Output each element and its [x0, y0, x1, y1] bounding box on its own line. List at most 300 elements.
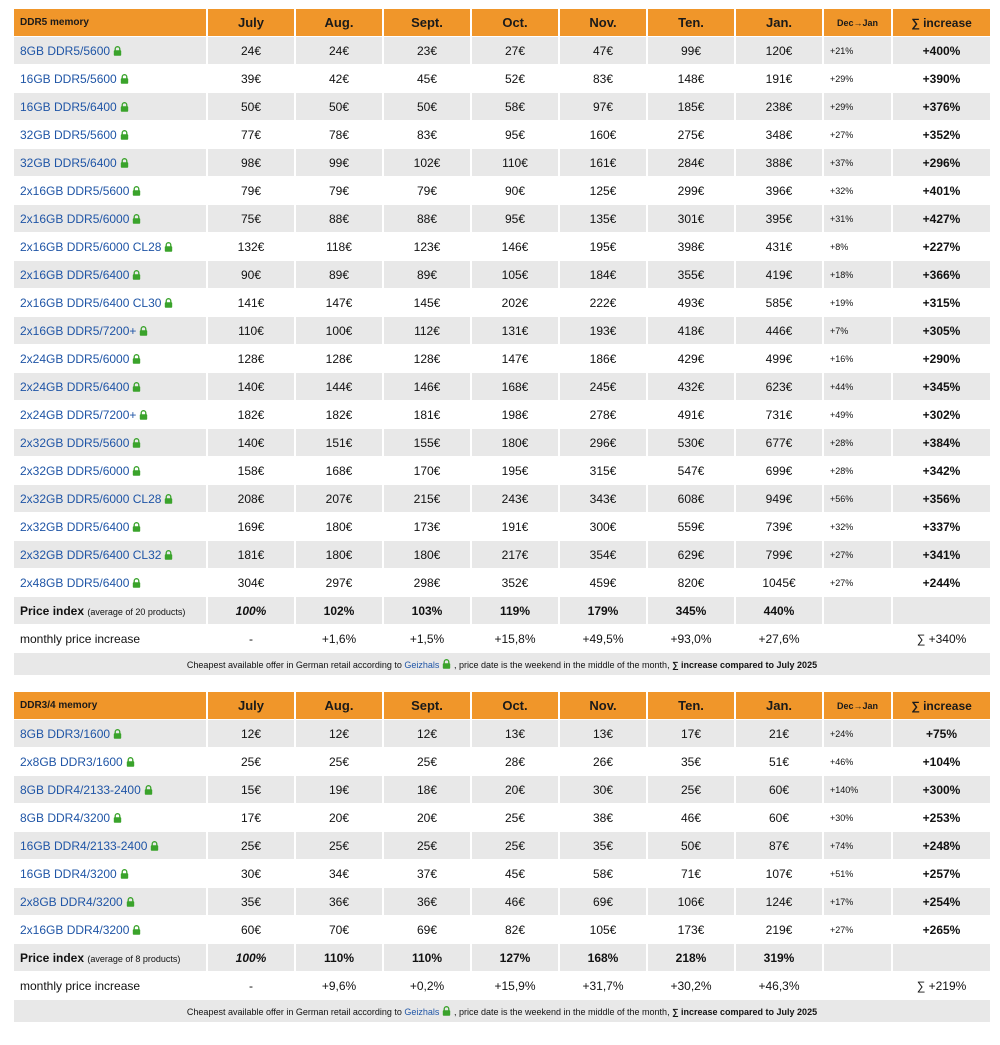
product-link[interactable]: 2x32GB DDR5/6000 CL28 [20, 491, 162, 506]
price-cell: 128€ [208, 345, 294, 372]
column-header: Dec→Jan [824, 9, 891, 36]
product-link-cell[interactable] [14, 261, 206, 288]
product-link-cell[interactable] [14, 888, 206, 915]
total-increase: +352% [893, 121, 990, 148]
price-cell: 88€ [296, 205, 382, 232]
price-cell: 35€ [560, 832, 646, 859]
price-cell: 107€ [736, 860, 822, 887]
price-cell: 52€ [472, 65, 558, 92]
total-increase: +75% [893, 720, 990, 747]
empty-cell [824, 625, 891, 652]
padlock-icon [132, 213, 141, 223]
product-link-cell[interactable] [14, 916, 206, 943]
price-cell: 395€ [736, 205, 822, 232]
monthly-increase-value: +93,0% [648, 625, 734, 652]
table-row [14, 93, 990, 120]
price-cell: 50€ [296, 93, 382, 120]
dec-jan-change: +51% [824, 860, 891, 887]
price-cell: 30€ [560, 776, 646, 803]
price-cell: 396€ [736, 177, 822, 204]
product-link-cell[interactable] [14, 317, 206, 344]
price-cell: 75€ [208, 205, 294, 232]
price-cell: 145€ [384, 289, 470, 316]
price-cell: 77€ [208, 121, 294, 148]
column-header: Dec→Jan [824, 692, 891, 719]
product-link[interactable]: 2x8GB DDR4/3200 [20, 894, 123, 909]
price-cell: 19€ [296, 776, 382, 803]
total-increase: +296% [893, 149, 990, 176]
price-cell: 12€ [208, 720, 294, 747]
price-cell: 147€ [472, 345, 558, 372]
price-cell: 51€ [736, 748, 822, 775]
price-cell: 144€ [296, 373, 382, 400]
monthly-increase-value: - [208, 625, 294, 652]
price-cell: 13€ [472, 720, 558, 747]
product-link[interactable]: 2x32GB DDR5/6400 [20, 519, 130, 534]
price-cell: 180€ [296, 513, 382, 540]
dec-jan-change: +21% [824, 37, 891, 64]
price-index-value: 440% [736, 597, 822, 624]
ddr5-price-table [12, 8, 992, 676]
dec-jan-change: +140% [824, 776, 891, 803]
product-link-cell[interactable] [14, 804, 206, 831]
price-cell: 459€ [560, 569, 646, 596]
dec-jan-change: +16% [824, 345, 891, 372]
product-link-cell[interactable] [14, 776, 206, 803]
table-row [14, 345, 990, 372]
price-cell: 28€ [472, 748, 558, 775]
dec-jan-change: +27% [824, 569, 891, 596]
price-cell: 151€ [296, 429, 382, 456]
dec-jan-change: +27% [824, 916, 891, 943]
price-cell: 677€ [736, 429, 822, 456]
dec-jan-change: +32% [824, 513, 891, 540]
product-link-cell[interactable] [14, 373, 206, 400]
price-cell: 79€ [384, 177, 470, 204]
price-cell: 37€ [384, 860, 470, 887]
padlock-icon [120, 101, 129, 111]
product-link-cell[interactable] [14, 860, 206, 887]
price-index-title: Price index [20, 950, 85, 965]
price-index-value: 100% [208, 597, 294, 624]
column-header: Ten. [648, 692, 734, 719]
table-row [14, 205, 990, 232]
dec-jan-change: +28% [824, 457, 891, 484]
price-cell: 146€ [384, 373, 470, 400]
product-link[interactable]: 16GB DDR5/5600 [20, 71, 117, 86]
dec-jan-change: +27% [824, 541, 891, 568]
price-cell: 25€ [208, 748, 294, 775]
product-link[interactable]: 8GB DDR4/3200 [20, 810, 111, 825]
price-cell: 120€ [736, 37, 822, 64]
dec-jan-change: +27% [824, 121, 891, 148]
price-cell: 585€ [736, 289, 822, 316]
price-cell: 50€ [384, 93, 470, 120]
price-cell: 70€ [296, 916, 382, 943]
price-cell: 58€ [560, 860, 646, 887]
table-row [14, 569, 990, 596]
dec-jan-change: +18% [824, 261, 891, 288]
product-link[interactable]: 2x32GB DDR5/5600 [20, 435, 130, 450]
price-cell: 50€ [648, 832, 734, 859]
total-increase: +254% [893, 888, 990, 915]
total-increase: +305% [893, 317, 990, 344]
price-cell: 12€ [296, 720, 382, 747]
product-link-cell[interactable] [14, 748, 206, 775]
total-increase: +248% [893, 832, 990, 859]
total-increase: +345% [893, 373, 990, 400]
product-link[interactable]: 2x16GB DDR5/6000 CL28 [20, 239, 162, 254]
product-link[interactable]: 2x16GB DDR5/6400 [20, 267, 130, 282]
price-cell: 215€ [384, 485, 470, 512]
price-cell: 83€ [560, 65, 646, 92]
price-cell: 13€ [560, 720, 646, 747]
column-header: Nov. [560, 692, 646, 719]
price-index-value: 218% [648, 944, 734, 971]
product-link[interactable]: 2x24GB DDR5/6400 [20, 379, 130, 394]
product-link[interactable]: 2x8GB DDR3/1600 [20, 754, 123, 769]
price-cell: 25€ [296, 748, 382, 775]
product-link[interactable]: 2x24GB DDR5/6000 [20, 351, 130, 366]
product-link-cell[interactable] [14, 457, 206, 484]
price-index-value: 119% [472, 597, 558, 624]
price-cell: 180€ [296, 541, 382, 568]
price-cell: 315€ [560, 457, 646, 484]
price-index-value: 103% [384, 597, 470, 624]
column-header: Jan. [736, 9, 822, 36]
price-cell: 83€ [384, 121, 470, 148]
padlock-icon [132, 465, 141, 475]
price-cell: 90€ [208, 261, 294, 288]
footnote [14, 653, 990, 675]
column-header: Oct. [472, 9, 558, 36]
price-cell: 431€ [736, 233, 822, 260]
table-row [14, 888, 990, 915]
table-row [14, 289, 990, 316]
product-link-cell[interactable] [14, 429, 206, 456]
total-increase: +356% [893, 485, 990, 512]
price-cell: 128€ [384, 345, 470, 372]
price-cell: 491€ [648, 401, 734, 428]
footnote-text: , price date is the weekend in the middle of the month, [453, 1006, 670, 1017]
product-link-cell[interactable] [14, 401, 206, 428]
column-header: ∑ increase [893, 692, 990, 719]
price-cell: 623€ [736, 373, 822, 400]
price-cell: 45€ [472, 860, 558, 887]
product-link[interactable]: 32GB DDR5/5600 [20, 127, 117, 142]
product-link-cell[interactable] [14, 65, 206, 92]
price-cell: 69€ [384, 916, 470, 943]
dec-jan-change: +7% [824, 317, 891, 344]
footnote-row [14, 1000, 990, 1022]
product-link-cell[interactable] [14, 541, 206, 568]
total-increase: +290% [893, 345, 990, 372]
monthly-increase-value: +49,5% [560, 625, 646, 652]
total-increase: +342% [893, 457, 990, 484]
price-cell: 110€ [208, 317, 294, 344]
price-cell: 173€ [648, 916, 734, 943]
column-header: ∑ increase [893, 9, 990, 36]
geizhals-link[interactable]: Geizhals [404, 659, 440, 670]
product-link[interactable]: 2x32GB DDR5/6400 CL32 [20, 547, 162, 562]
product-link-cell[interactable] [14, 37, 206, 64]
price-cell: 547€ [648, 457, 734, 484]
monthly-increase-value: +15,8% [472, 625, 558, 652]
padlock-icon [139, 325, 148, 335]
price-index-value: 168% [560, 944, 646, 971]
price-cell: 27€ [472, 37, 558, 64]
product-link-cell[interactable] [14, 345, 206, 372]
monthly-increase-row [14, 972, 990, 999]
product-link-cell[interactable] [14, 93, 206, 120]
price-cell: 820€ [648, 569, 734, 596]
product-link[interactable]: 2x16GB DDR5/5600 [20, 183, 130, 198]
total-increase: +376% [893, 93, 990, 120]
price-index-value: 345% [648, 597, 734, 624]
dec-jan-change: +29% [824, 93, 891, 120]
price-cell: 46€ [472, 888, 558, 915]
table-title: DDR5 memory [14, 9, 206, 36]
monthly-increase-label: monthly price increase [14, 972, 206, 999]
price-cell: 799€ [736, 541, 822, 568]
price-cell: 105€ [560, 916, 646, 943]
product-link[interactable]: 2x32GB DDR5/6000 [20, 463, 130, 478]
price-cell: 105€ [472, 261, 558, 288]
total-increase: +400% [893, 37, 990, 64]
price-cell: 21€ [736, 720, 822, 747]
price-cell: 17€ [208, 804, 294, 831]
table-row [14, 860, 990, 887]
dec-jan-change: +32% [824, 177, 891, 204]
padlock-icon [120, 157, 129, 167]
price-cell: 89€ [296, 261, 382, 288]
price-cell: 168€ [472, 373, 558, 400]
monthly-increase-value: +15,9% [472, 972, 558, 999]
header-row [14, 9, 990, 36]
price-cell: 170€ [384, 457, 470, 484]
product-link[interactable]: 2x16GB DDR5/6000 [20, 211, 130, 226]
padlock-icon [120, 868, 129, 878]
price-cell: 25€ [208, 832, 294, 859]
padlock-icon [442, 659, 451, 669]
padlock-icon [113, 812, 122, 822]
padlock-icon [144, 784, 153, 794]
product-link-cell[interactable] [14, 513, 206, 540]
price-cell: 185€ [648, 93, 734, 120]
price-cell: 140€ [208, 429, 294, 456]
product-link[interactable]: 16GB DDR4/2133-2400 [20, 838, 148, 853]
price-cell: 207€ [296, 485, 382, 512]
price-cell: 112€ [384, 317, 470, 344]
price-cell: 608€ [648, 485, 734, 512]
total-increase: +390% [893, 65, 990, 92]
price-cell: 275€ [648, 121, 734, 148]
product-link-cell[interactable] [14, 289, 206, 316]
price-cell: 297€ [296, 569, 382, 596]
monthly-total: ∑ +219% [893, 972, 990, 999]
price-cell: 699€ [736, 457, 822, 484]
padlock-icon [132, 577, 141, 587]
price-cell: 208€ [208, 485, 294, 512]
price-cell: 559€ [648, 513, 734, 540]
product-link-cell[interactable] [14, 720, 206, 747]
padlock-icon [132, 521, 141, 531]
product-link[interactable]: 8GB DDR4/2133-2400 [20, 782, 141, 797]
price-cell: 193€ [560, 317, 646, 344]
price-cell: 180€ [384, 541, 470, 568]
price-cell: 124€ [736, 888, 822, 915]
column-header: Sept. [384, 692, 470, 719]
price-cell: 123€ [384, 233, 470, 260]
padlock-icon [132, 185, 141, 195]
price-cell: 20€ [472, 776, 558, 803]
padlock-icon [132, 353, 141, 363]
price-cell: 46€ [648, 804, 734, 831]
monthly-increase-value: +1,5% [384, 625, 470, 652]
table-row [14, 65, 990, 92]
price-cell: 60€ [736, 804, 822, 831]
price-cell: 245€ [560, 373, 646, 400]
price-cell: 60€ [208, 916, 294, 943]
price-index-value: 319% [736, 944, 822, 971]
dec-jan-change: +29% [824, 65, 891, 92]
price-cell: 343€ [560, 485, 646, 512]
product-link[interactable]: 2x16GB DDR5/6400 CL30 [20, 295, 162, 310]
table-row [14, 748, 990, 775]
price-cell: 35€ [648, 748, 734, 775]
padlock-icon [139, 409, 148, 419]
table-row [14, 233, 990, 260]
price-index-label [14, 944, 206, 971]
product-link[interactable]: 2x16GB DDR4/3200 [20, 922, 130, 937]
monthly-increase-value: +1,6% [296, 625, 382, 652]
footnote-text: , price date is the weekend in the middle of the month, [453, 659, 670, 670]
price-cell: 1045€ [736, 569, 822, 596]
price-cell: 217€ [472, 541, 558, 568]
table-row [14, 541, 990, 568]
price-cell: 182€ [208, 401, 294, 428]
product-link[interactable]: 8GB DDR5/5600 [20, 43, 111, 58]
price-cell: 12€ [384, 720, 470, 747]
price-cell: 36€ [384, 888, 470, 915]
price-index-row [14, 597, 990, 624]
table-row [14, 916, 990, 943]
price-index-value: 102% [296, 597, 382, 624]
footnote-text: Cheapest available offer in German retail according to [186, 1006, 402, 1017]
padlock-icon [164, 297, 173, 307]
product-link-cell[interactable] [14, 205, 206, 232]
padlock-icon [132, 381, 141, 391]
price-cell: 298€ [384, 569, 470, 596]
padlock-icon [164, 549, 173, 559]
price-index-title: Price index [20, 603, 85, 618]
price-cell: 26€ [560, 748, 646, 775]
price-cell: 352€ [472, 569, 558, 596]
monthly-increase-value: +31,7% [560, 972, 646, 999]
price-cell: 493€ [648, 289, 734, 316]
total-increase: +302% [893, 401, 990, 428]
price-cell: 25€ [472, 832, 558, 859]
price-cell: 301€ [648, 205, 734, 232]
total-increase: +253% [893, 804, 990, 831]
product-link-cell[interactable] [14, 569, 206, 596]
product-link-cell[interactable] [14, 832, 206, 859]
price-cell: 173€ [384, 513, 470, 540]
table-row [14, 457, 990, 484]
price-index-value: 110% [296, 944, 382, 971]
table-row [14, 485, 990, 512]
total-increase: +341% [893, 541, 990, 568]
product-link[interactable]: 32GB DDR5/6400 [20, 155, 117, 170]
price-cell: 20€ [296, 804, 382, 831]
price-cell: 284€ [648, 149, 734, 176]
price-cell: 429€ [648, 345, 734, 372]
price-cell: 140€ [208, 373, 294, 400]
price-cell: 99€ [648, 37, 734, 64]
table-row [14, 177, 990, 204]
price-index-value: 100% [208, 944, 294, 971]
product-link-cell[interactable] [14, 177, 206, 204]
price-cell: 23€ [384, 37, 470, 64]
product-link[interactable]: 16GB DDR4/3200 [20, 866, 117, 881]
price-cell: 79€ [296, 177, 382, 204]
price-index-label [14, 597, 206, 624]
price-cell: 125€ [560, 177, 646, 204]
price-cell: 195€ [560, 233, 646, 260]
product-link[interactable]: 2x48GB DDR5/6400 [20, 575, 130, 590]
price-cell: 90€ [472, 177, 558, 204]
padlock-icon [120, 73, 129, 83]
geizhals-link[interactable]: Geizhals [404, 1006, 440, 1017]
column-header: Ten. [648, 9, 734, 36]
price-index-value: 127% [472, 944, 558, 971]
total-increase: +315% [893, 289, 990, 316]
table-row [14, 832, 990, 859]
price-cell: 95€ [472, 205, 558, 232]
product-link[interactable]: 8GB DDR3/1600 [20, 726, 111, 741]
empty-cell [824, 597, 891, 624]
monthly-increase-label: monthly price increase [14, 625, 206, 652]
dec-jan-change: +30% [824, 804, 891, 831]
product-link[interactable]: 2x16GB DDR5/7200+ [20, 323, 137, 338]
product-link[interactable]: 16GB DDR5/6400 [20, 99, 117, 114]
total-increase: +427% [893, 205, 990, 232]
padlock-icon [113, 728, 122, 738]
price-cell: 35€ [208, 888, 294, 915]
product-link-cell[interactable] [14, 149, 206, 176]
price-cell: 222€ [560, 289, 646, 316]
price-cell: 348€ [736, 121, 822, 148]
price-cell: 25€ [384, 832, 470, 859]
product-link-cell[interactable] [14, 121, 206, 148]
price-cell: 39€ [208, 65, 294, 92]
table-row [14, 401, 990, 428]
price-cell: 168€ [296, 457, 382, 484]
footnote-bold: ∑ increase compared to July 2025 [672, 1006, 818, 1017]
monthly-increase-value: +0,2% [384, 972, 470, 999]
price-cell: 191€ [736, 65, 822, 92]
product-link[interactable]: 2x24GB DDR5/7200+ [20, 407, 137, 422]
table-row [14, 373, 990, 400]
padlock-icon [126, 756, 135, 766]
price-cell: 278€ [560, 401, 646, 428]
price-cell: 69€ [560, 888, 646, 915]
product-link-cell[interactable] [14, 485, 206, 512]
price-cell: 499€ [736, 345, 822, 372]
price-cell: 30€ [208, 860, 294, 887]
price-cell: 354€ [560, 541, 646, 568]
product-link-cell[interactable] [14, 233, 206, 260]
